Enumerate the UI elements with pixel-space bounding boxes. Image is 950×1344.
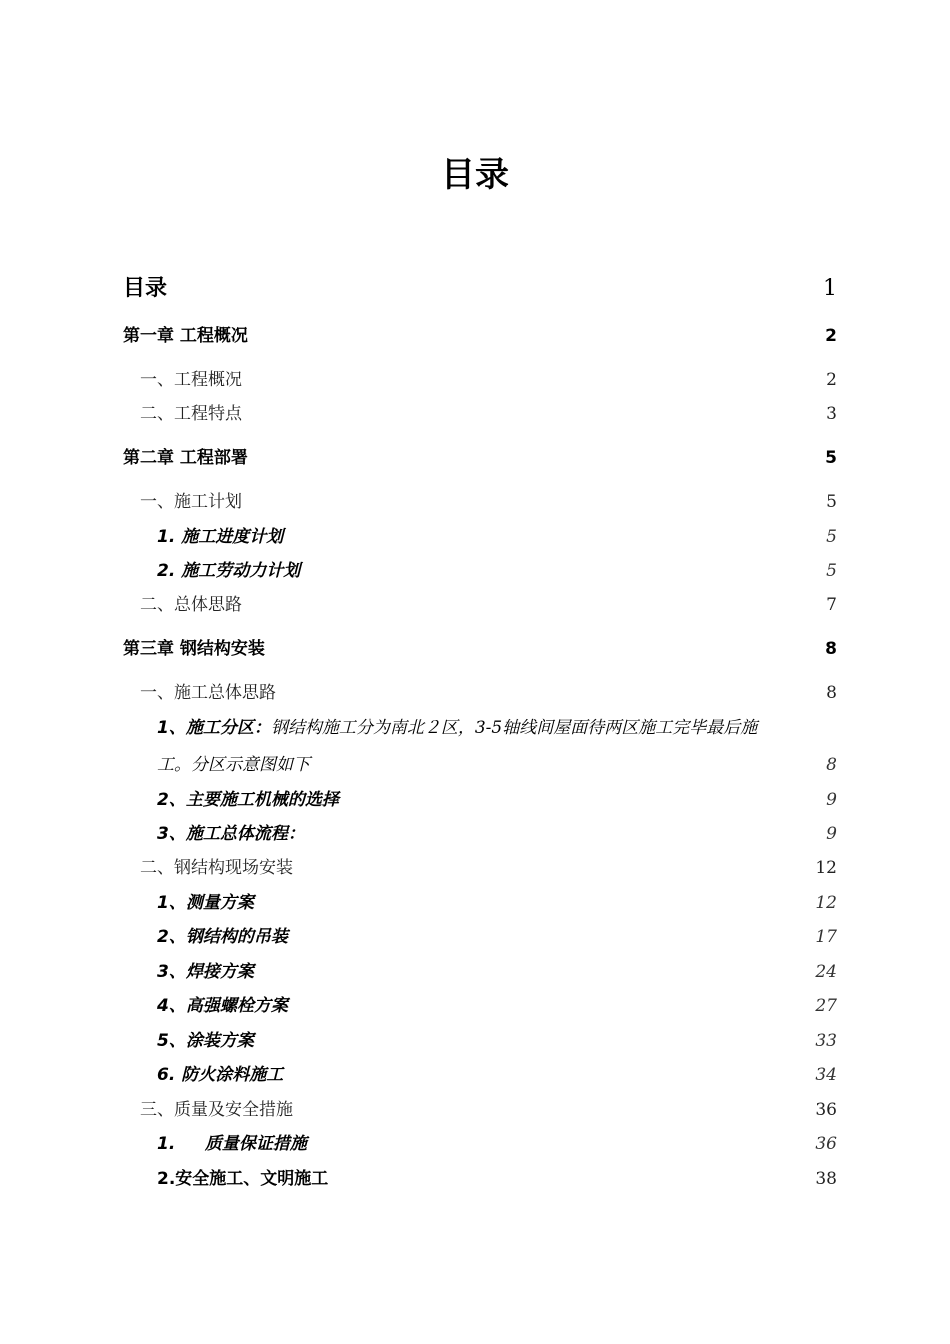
toc-entry[interactable] (0, 1060, 950, 1090)
toc-entry-page: 12 (815, 858, 837, 878)
toc-entry-page: 36 (815, 1100, 837, 1120)
toc-entry-page: 5 (826, 527, 837, 547)
toc-entry[interactable] (0, 399, 950, 429)
toc-entry-page: 8 (825, 639, 837, 659)
toc-entry-label: 第二章 工程部署 (123, 448, 248, 468)
toc-entry-label: 1、测量方案 (157, 893, 254, 913)
toc-entry-label-rest: 钢结构施工分为南北２区，3-5轴线间屋面待两区施工完毕最后施 (270, 718, 758, 738)
toc-entry-label: 1. 施工进度计划 (157, 527, 284, 547)
toc-entry-page: 17 (815, 927, 837, 947)
toc-entry[interactable] (0, 922, 950, 952)
toc-entry-page: 34 (815, 1065, 837, 1085)
toc-entry-page: 27 (815, 996, 837, 1016)
toc-entry[interactable] (0, 556, 950, 586)
toc-entry[interactable] (0, 1026, 950, 1056)
toc-entry-label: 一、工程概况 (140, 370, 242, 390)
toc-entry-page: 1 (823, 276, 837, 301)
toc-entry-page: 8 (826, 755, 837, 775)
toc-entry[interactable] (0, 888, 950, 918)
toc-entry[interactable] (0, 590, 950, 620)
toc-entry-label: 2. 施工劳动力计划 (157, 561, 301, 581)
toc-entry[interactable] (0, 678, 950, 708)
toc-entry-label: 3、焊接方案 (157, 962, 254, 982)
toc-entry-label: 1. 质量保证措施 (157, 1134, 307, 1154)
toc-entry[interactable] (0, 321, 950, 351)
toc-entry-page: 8 (826, 683, 837, 703)
toc-entry-label: 工。分区示意图如下 (157, 755, 310, 775)
toc-entry-label: 6. 防火涂料施工 (157, 1065, 284, 1085)
toc-entry-label: 5、涂装方案 (157, 1031, 254, 1051)
toc-entry-label: 2、主要施工机械的选择 (157, 790, 339, 810)
toc-entry[interactable] (0, 274, 950, 304)
toc-entry[interactable] (0, 1164, 950, 1194)
toc-entry-label: 2、钢结构的吊装 (157, 927, 288, 947)
toc-entry-page: 9 (826, 790, 837, 810)
toc-entry[interactable] (0, 1095, 950, 1125)
toc-entry-page: 3 (826, 404, 837, 424)
toc-entry-page: 12 (815, 893, 837, 913)
toc-entry-label: 4、高强螺栓方案 (157, 996, 288, 1016)
toc-entry[interactable] (0, 487, 950, 517)
toc-entry-label: 3、施工总体流程： (157, 824, 305, 844)
toc-entry[interactable] (0, 991, 950, 1021)
toc-entry-label: 2.安全施工、文明施工 (157, 1169, 329, 1189)
toc-entry[interactable] (0, 634, 950, 664)
toc-entry-page: 24 (815, 962, 837, 982)
toc-entry-page: 38 (815, 1169, 837, 1189)
toc-entry-page: 5 (826, 492, 837, 512)
toc-entry-label: 三、质量及安全措施 (140, 1100, 293, 1120)
toc-entry-page: 9 (826, 824, 837, 844)
toc-entry-page: 2 (826, 370, 837, 390)
toc-entry-page: 5 (825, 448, 837, 468)
toc-entry[interactable] (0, 750, 950, 780)
toc-entry-label: 二、工程特点 (140, 404, 242, 424)
toc-entry-label: 二、总体思路 (140, 595, 242, 615)
toc-entry-label: 第三章 钢结构安装 (123, 639, 265, 659)
toc-entry[interactable] (0, 1129, 950, 1159)
toc-entry-page: 7 (826, 595, 837, 615)
toc-entry-label: 二、钢结构现场安装 (140, 858, 293, 878)
toc-entry-page: 5 (826, 561, 837, 581)
toc-entry-label: 一、施工总体思路 (140, 683, 276, 703)
toc-entry[interactable] (0, 853, 950, 883)
toc-entry[interactable] (0, 365, 950, 395)
page-title: 目录 (441, 155, 509, 195)
toc-entry-page: 2 (825, 326, 837, 346)
toc-entry[interactable] (0, 785, 950, 815)
toc-entry-label: 一、施工计划 (140, 492, 242, 512)
toc-entry-label-bold: 1、施工分区： (157, 718, 271, 738)
toc-entry-label: 目录 (123, 276, 168, 301)
toc-entry[interactable] (0, 713, 950, 743)
toc-entry-page: 36 (815, 1134, 837, 1154)
toc-entry-label (157, 713, 757, 743)
toc-entry[interactable] (0, 957, 950, 987)
toc-entry[interactable] (0, 819, 950, 849)
toc-entry-label: 第一章 工程概况 (123, 326, 248, 346)
toc-entry-page: 33 (815, 1031, 837, 1051)
toc-entry[interactable] (0, 443, 950, 473)
toc-entry[interactable] (0, 522, 950, 552)
